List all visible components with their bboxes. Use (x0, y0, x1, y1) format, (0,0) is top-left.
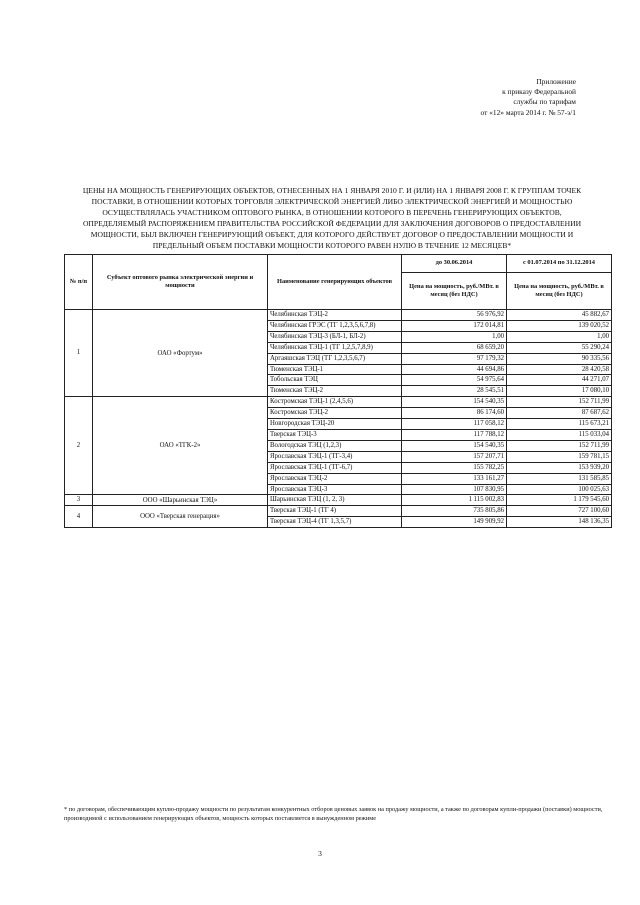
table-row (65, 397, 612, 408)
row-number: 4 (65, 506, 93, 528)
price-cell-2: 139 020,52 (507, 320, 612, 331)
page-number: 3 (318, 849, 322, 858)
object-cell: Челябинская ГРЭС (ТГ 1,2,3,5,6,7,8) (268, 320, 402, 331)
price-cell-1: 735 805,86 (402, 506, 507, 517)
price-cell-1: 117 058,12 (402, 419, 507, 430)
header-price-2: Цена на мощность, руб./МВт. в месяц (без НДС) (507, 273, 612, 310)
heading-line: ПРЕДЕЛЬНЫЙ ОБЪЕМ ПОСТАВКИ МОЩНОСТИ КОТОРОГО РАВЕН НУЛЮ В ТЕЧЕНИЕ 12 МЕСЯЦЕВ* (152, 241, 512, 250)
price-cell-1: 68 659,20 (402, 342, 507, 353)
header-period-2: с 01.07.2014 по 31.12.2014 (507, 255, 612, 273)
object-cell: Тюменская ТЭЦ-1 (268, 364, 402, 375)
object-cell: Челябинская ТЭЦ-3 (БЛ-1, БЛ-2) (268, 331, 402, 342)
price-cell-1: 107 830,95 (402, 484, 507, 495)
table-body (65, 310, 612, 528)
price-cell-2: 100 025,63 (507, 484, 612, 495)
subject-cell: ООО «Тверская генерация» (93, 506, 268, 528)
price-cell-2: 45 882,67 (507, 310, 612, 321)
price-table (64, 254, 612, 528)
footnote: * по договорам, обеспечивающим куплю-продажу мощности по результатам конкурентных отборов ценовых заявок на продажу мощности, а также по договорам купли-продажи (поставки) мощности, производимой с использованием генерирующих объектов, мощность которых поставляется в вынужденном режиме (64, 806, 603, 822)
price-cell-1: 44 694,86 (402, 364, 507, 375)
appendix-line: Приложение (536, 77, 576, 86)
object-cell: Вологодская ТЭЦ (1,2,3) (268, 440, 402, 451)
object-cell: Ярославская ТЭЦ-1 (ТГ-3,4) (268, 451, 402, 462)
heading-line: ЦЕНЫ НА МОЩНОСТЬ ГЕНЕРИРУЮЩИХ ОБЪЕКТОВ, ОТНЕСЕННЫХ НА 1 ЯНВАРЯ 2010 Г. И (ИЛИ) НА 1 ЯНВАРЯ 2008 Г. К ГРУППАМ ТОЧЕК (82, 186, 582, 195)
appendix-line: от «12» марта 2014 г. № 57-э/1 (480, 107, 576, 117)
price-cell-2: 727 100,60 (507, 506, 612, 517)
price-cell-1: 172 014,81 (402, 320, 507, 331)
object-cell: Новгородская ТЭЦ-20 (268, 419, 402, 430)
price-cell-2: 90 335,56 (507, 353, 612, 364)
subject-cell: ООО «Шарьинская ТЭЦ» (93, 495, 268, 506)
price-cell-1: 97 179,32 (402, 353, 507, 364)
price-cell-2: 148 136,35 (507, 517, 612, 528)
price-cell-2: 115 033,04 (507, 429, 612, 440)
price-cell-2: 55 290,24 (507, 342, 612, 353)
row-number: 2 (65, 397, 93, 495)
appendix-block (376, 77, 576, 118)
price-cell-1: 133 161,27 (402, 473, 507, 484)
price-cell-2: 1 179 545,60 (507, 495, 612, 506)
object-cell: Аргаяшская ТЭЦ (ТГ 1,2,3,5,6,7) (268, 353, 402, 364)
object-cell: Тюменская ТЭЦ-2 (268, 386, 402, 397)
object-cell: Тверская ТЭЦ-4 (ТГ 1,3,5,7) (268, 517, 402, 528)
appendix-line: к приказу Федеральной (502, 87, 576, 97)
object-cell: Тверская ТЭЦ-3 (268, 429, 402, 440)
object-cell: Шарьинская ТЭЦ (1, 2, 3) (268, 495, 402, 506)
table-row (65, 506, 612, 517)
object-cell: Челябинская ТЭЦ-2 (268, 310, 402, 321)
heading-line: ПОСТАВКИ, В ОТНОШЕНИИ КОТОРЫХ ТОРГОВЛЯ ЭЛЕКТРИЧЕСКОЙ ЭНЕРГИЕЙ ЛИБО ЭЛЕКТРИЧЕСКОЙ ЭНЕРГИЕЙ И МОЩНОСТЬЮ (91, 197, 573, 206)
table-row (65, 495, 612, 506)
price-cell-2: 87 687,62 (507, 408, 612, 419)
price-cell-1: 1,00 (402, 331, 507, 342)
table-row (65, 310, 612, 321)
price-cell-1: 86 174,60 (402, 408, 507, 419)
price-cell-2: 115 673,21 (507, 419, 612, 430)
appendix-line: службы по тарифам (513, 97, 576, 107)
price-cell-2: 152 711,99 (507, 440, 612, 451)
heading-line: ОПРЕДЕЛЯЕМЫЙ РАСПОРЯЖЕНИЕМ ПРАВИТЕЛЬСТВА РОССИЙСКОЙ ФЕДЕРАЦИИ ДЛЯ ЗАКЛЮЧЕНИЯ ДОГОВОРОВ О ПРЕДОСТАВЛЕНИИ (82, 219, 582, 228)
object-cell: Тверская ТЭЦ-1 (ТГ 4) (268, 506, 402, 517)
header-period-1: до 30.06.2014 (402, 255, 507, 273)
document-heading (52, 185, 612, 251)
price-cell-2: 131 585,85 (507, 473, 612, 484)
price-cell-2: 153 939,20 (507, 462, 612, 473)
object-cell: Челябинская ТЭЦ-1 (ТГ 1,2,5,7,8,9) (268, 342, 402, 353)
header-object: Наименование генерирующих объектов (268, 255, 402, 310)
row-number: 3 (65, 495, 93, 506)
heading-line: ОСУЩЕСТВЛЯЛАСЬ УЧАСТНИКОМ ОПТОВОГО РЫНКА, В ОТНОШЕНИИ КОТОРОГО В ПЕРЕЧЕНЬ ГЕНЕРИРУЮЩИХ ОБЪЕКТОВ, (102, 208, 562, 217)
header-num: № п/п (65, 255, 93, 310)
object-cell: Костромская ТЭЦ-1 (2,4,5,6) (268, 397, 402, 408)
price-cell-1: 117 788,12 (402, 429, 507, 440)
price-cell-2: 17 080,10 (507, 386, 612, 397)
price-cell-1: 149 909,92 (402, 517, 507, 528)
header-subject: Субъект оптового рынка электрической энергии и мощности (93, 255, 268, 310)
row-number: 1 (65, 310, 93, 397)
subject-cell: ОАО «Фортум» (93, 310, 268, 397)
object-cell: Ярославская ТЭЦ-2 (268, 473, 402, 484)
price-cell-2: 1,00 (507, 331, 612, 342)
price-cell-1: 28 545,51 (402, 386, 507, 397)
price-cell-2: 152 711,99 (507, 397, 612, 408)
object-cell: Ярославская ТЭЦ-1 (ТГ-6,7) (268, 462, 402, 473)
header-price-1: Цена на мощность, руб./МВт. в месяц (без НДС) (402, 273, 507, 310)
object-cell: Костромская ТЭЦ-2 (268, 408, 402, 419)
price-cell-1: 155 782,25 (402, 462, 507, 473)
price-cell-2: 159 781,15 (507, 451, 612, 462)
price-cell-1: 157 207,71 (402, 451, 507, 462)
price-cell-1: 154 540,35 (402, 397, 507, 408)
price-cell-1: 154 540,35 (402, 440, 507, 451)
subject-cell: ОАО «ТГК-2» (93, 397, 268, 495)
price-cell-1: 56 976,92 (402, 310, 507, 321)
price-cell-2: 44 271,07 (507, 375, 612, 386)
heading-line: МОЩНОСТИ, БЫЛ ВКЛЮЧЕН ГЕНЕРИРУЮЩИЙ ОБЪЕКТ, ДЛЯ КОТОРОГО ДЕЙСТВУЕТ ДОГОВОР О ПРЕДОСТАВЛЕНИИ МОЩНОСТИ И (90, 230, 574, 239)
price-cell-1: 54 975,64 (402, 375, 507, 386)
object-cell: Ярославская ТЭЦ-3 (268, 484, 402, 495)
object-cell: Тобольская ТЭЦ (268, 375, 402, 386)
price-cell-2: 28 420,58 (507, 364, 612, 375)
price-cell-1: 1 115 002,83 (402, 495, 507, 506)
